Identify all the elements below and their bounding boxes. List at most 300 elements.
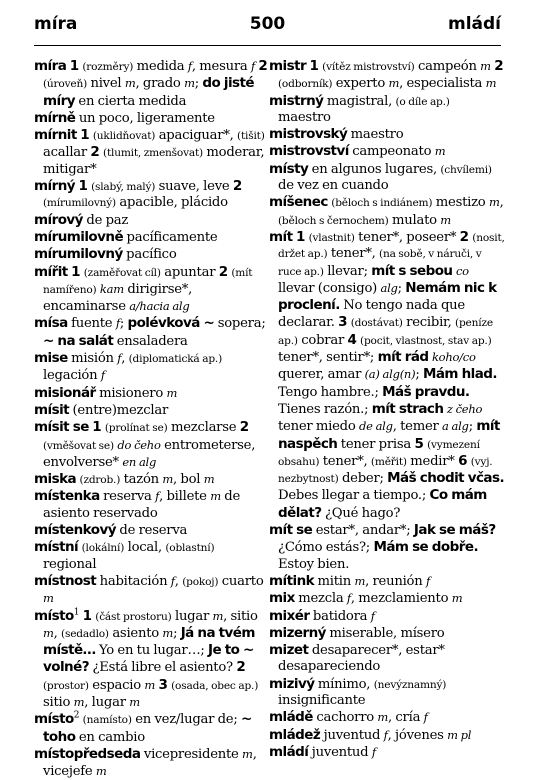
grammar-tag: f xyxy=(187,59,192,73)
headword: místní xyxy=(34,539,79,556)
text: cuarto xyxy=(218,573,264,589)
grammar-tag: m xyxy=(184,76,195,91)
dictionary-entry xyxy=(269,744,505,761)
text: tazón xyxy=(120,472,163,488)
text: espacio xyxy=(88,677,145,693)
gloss: (vítěz mistrovství) xyxy=(322,61,415,73)
text: , bol xyxy=(173,472,204,488)
grammar-tag: m xyxy=(144,677,156,692)
dictionary-entry xyxy=(269,126,505,143)
text: ; xyxy=(173,625,181,641)
headword: Nemám nic k proclení. xyxy=(278,279,497,314)
gloss: (mít namířeno) xyxy=(43,266,253,296)
text: , lugar xyxy=(84,694,130,710)
text: , reunión xyxy=(365,573,426,589)
gloss: (nosit, držet ap.) xyxy=(278,231,505,261)
grammar-tag: m xyxy=(488,195,500,210)
headword: mítink xyxy=(269,572,315,589)
text: pacífico xyxy=(122,247,177,263)
header-rule xyxy=(34,45,501,46)
grammar-tag: m xyxy=(434,144,446,159)
gloss: (osada, obec ap.) xyxy=(171,679,259,692)
sense-number: 2 xyxy=(258,58,268,74)
dictionary-entry xyxy=(34,711,270,746)
text: misionero xyxy=(95,385,167,401)
grammar-tag: alg xyxy=(380,280,398,295)
grammar-tag: f xyxy=(425,573,430,588)
grammar-tag: m xyxy=(451,591,463,606)
text: apacible, plácido xyxy=(115,195,228,211)
text: , mesura xyxy=(191,59,251,74)
dictionary-entry xyxy=(34,539,270,573)
text: mezcla xyxy=(294,591,347,607)
headword: mix xyxy=(269,590,295,607)
text: tener*, sentir*; xyxy=(278,350,378,366)
sense-number: 5 xyxy=(414,435,424,452)
dictionary-entry xyxy=(34,385,270,402)
text: de reserva xyxy=(115,523,188,539)
grammar-tag: f xyxy=(100,368,105,383)
gloss: (vměšovat se) xyxy=(43,439,114,452)
headword: mírný xyxy=(34,178,76,195)
text: tener*, poseer* xyxy=(354,229,460,245)
headword: mistrný xyxy=(269,92,324,109)
grammar-tag: f xyxy=(423,710,428,725)
headword: místo xyxy=(34,711,74,728)
gloss: (namísto) xyxy=(82,714,132,727)
grammar-tag: f xyxy=(371,744,376,759)
headword: do jisté míry xyxy=(43,75,255,109)
text: en cambio xyxy=(75,729,145,745)
gloss: (peníze ap.) xyxy=(278,317,493,347)
gloss: (oblastní) xyxy=(165,542,215,555)
text: insignificante xyxy=(278,692,366,708)
grammar-tag: m xyxy=(354,573,366,588)
headword: Jak se máš? xyxy=(413,522,496,539)
dictionary-entry xyxy=(34,471,270,488)
text: Estoy bien. xyxy=(278,556,350,572)
gloss: (prolínat se) xyxy=(104,422,168,435)
headword: mixér xyxy=(269,607,310,624)
text: miserable, mísero xyxy=(325,625,445,641)
text: habitación xyxy=(96,573,171,589)
text: ; xyxy=(119,316,128,332)
text: ¿Está libre el asiento? xyxy=(89,660,237,676)
dictionary-entry xyxy=(34,402,270,419)
headword: mírnit xyxy=(34,127,77,144)
headword: Máš pravdu. xyxy=(382,383,470,400)
dictionary-entry xyxy=(34,58,270,110)
dictionary-entry xyxy=(269,709,505,726)
headword: ~ toho xyxy=(43,711,252,745)
dictionary-entry xyxy=(269,194,505,229)
homonym-index: 1 xyxy=(73,607,80,618)
headword: místo xyxy=(34,607,74,624)
headword: mistr xyxy=(269,58,307,74)
text: experto xyxy=(332,76,389,92)
dictionary-entry xyxy=(34,212,270,229)
grammar-tag: en alg xyxy=(122,454,157,469)
grammar-tag: m xyxy=(162,625,174,640)
grammar-tag: m xyxy=(242,746,253,761)
text: en algunos lugares, xyxy=(308,161,441,177)
text: (entre)mezclar xyxy=(69,402,169,418)
gloss: (uklidňovat) xyxy=(92,130,156,143)
text: mitin xyxy=(314,573,355,589)
gloss: (zdrob.) xyxy=(79,474,121,487)
headword: mistrovský xyxy=(269,126,348,143)
text: magistral, xyxy=(323,93,396,109)
grammar-tag: m xyxy=(129,694,140,709)
text: campeón xyxy=(414,59,481,74)
text: juventud xyxy=(308,744,372,760)
gloss: (diplomatická ap.) xyxy=(128,353,223,366)
text: desaparecer*, estar* desapareciendo xyxy=(278,643,445,675)
text: de asiento reservado xyxy=(43,489,241,521)
text: deber; xyxy=(338,471,388,487)
gloss: (na sobě, v náruči, v ruce ap.) xyxy=(278,248,482,278)
gloss: (chvílemi) xyxy=(440,163,492,176)
gloss: (měřit) xyxy=(370,455,407,468)
headword: mírový xyxy=(34,211,83,228)
text: pacíficamente xyxy=(123,229,218,245)
text: tener miedo xyxy=(278,419,359,435)
text: , xyxy=(174,573,183,589)
grammar-tag: f xyxy=(370,608,375,623)
dictionary-entry xyxy=(34,350,270,385)
text: tener*, xyxy=(327,246,380,262)
grammar-tag: m xyxy=(377,710,389,725)
page-number: 500 xyxy=(249,14,286,34)
gloss: (běloch s indiánem) xyxy=(331,197,433,210)
text: , billete xyxy=(159,489,211,505)
headword: mít s sebou xyxy=(371,262,453,279)
text: ; xyxy=(415,367,423,383)
grammar-tag: f xyxy=(115,316,120,331)
sense-number: 2 xyxy=(459,228,469,245)
headword: polévková ~ xyxy=(127,315,215,332)
text: Tengo hambre.; xyxy=(278,384,383,400)
gloss: (o díle ap.) xyxy=(395,95,450,108)
gloss: (odborník) xyxy=(278,78,333,91)
headword: místnost xyxy=(34,572,97,589)
headword: mísit xyxy=(34,401,70,418)
text: moderar, mitigar* xyxy=(43,145,265,177)
left-column xyxy=(34,58,270,780)
sense-number: 1 xyxy=(295,228,306,245)
headword: miska xyxy=(34,471,77,488)
dictionary-entry xyxy=(269,58,505,93)
sense-number: 2 xyxy=(218,263,228,280)
grammar-tag: m pl xyxy=(447,727,472,742)
grammar-tag: m xyxy=(166,385,178,400)
headword: místy xyxy=(269,160,309,177)
headword: mládí xyxy=(269,743,309,760)
sense-number: 3 xyxy=(158,676,168,693)
grammar-tag: a alg xyxy=(442,419,469,434)
text: cachorro xyxy=(312,710,378,726)
text: legación xyxy=(43,368,101,384)
grammar-tag: m xyxy=(203,472,215,487)
sense-number: 2 xyxy=(239,419,249,436)
sense-number: 2 xyxy=(232,178,243,195)
homonym-index: 2 xyxy=(73,710,80,721)
dictionary-entry xyxy=(34,488,270,522)
text: ; xyxy=(397,280,406,296)
text: ; xyxy=(194,76,203,92)
text: cobrar xyxy=(297,332,348,348)
text: lugar xyxy=(171,608,213,624)
text: , especialista xyxy=(399,76,486,92)
text: juventud xyxy=(320,727,384,743)
gloss: (část prostoru) xyxy=(95,610,172,623)
dictionary-entry xyxy=(269,625,505,642)
grammar-tag: co xyxy=(455,263,469,278)
grammar-tag: f xyxy=(155,489,160,504)
text: apaciguar*, xyxy=(155,128,238,144)
gloss: (pokoj) xyxy=(182,575,219,588)
text: en cierta medida xyxy=(74,93,187,109)
grammar-tag: a/hacia alg xyxy=(129,299,190,314)
text: estar*, andar*; xyxy=(312,523,414,539)
text: medir* xyxy=(406,453,459,469)
text: Yo en tu lugar…; xyxy=(95,643,209,659)
sense-number: 2 xyxy=(494,58,504,74)
text: tener prisa xyxy=(337,436,415,452)
text: misión xyxy=(67,351,118,367)
headword: místenkový xyxy=(34,522,116,539)
dictionary-entry xyxy=(269,143,505,160)
text: medida xyxy=(133,59,188,74)
headword: mírumilovně xyxy=(34,228,124,245)
sense-number: 6 xyxy=(458,452,468,469)
headword: ~ na salát xyxy=(43,332,114,349)
text: , sitio xyxy=(223,608,258,624)
gloss: (rozměry) xyxy=(82,61,134,73)
dictionary-entry xyxy=(269,608,505,625)
text: ensaladera xyxy=(113,333,188,349)
headword: mít xyxy=(269,228,293,245)
grammar-tag: kam xyxy=(99,281,124,296)
headword: mít rád xyxy=(377,349,429,366)
text: vicepresidente xyxy=(140,746,243,762)
sense-number: 1 xyxy=(80,127,90,144)
text: ¿Cómo estás?; xyxy=(278,540,374,556)
text: mezclarse xyxy=(167,420,240,436)
gloss: (pocit, vlastnost, stav ap.) xyxy=(360,334,492,347)
headword: mizet xyxy=(269,642,309,659)
text: sopera; xyxy=(214,316,266,332)
dictionary-entry xyxy=(34,419,270,471)
headword: mírně xyxy=(34,109,76,126)
text: nivel xyxy=(87,76,125,92)
headword: mistrovství xyxy=(269,143,349,160)
sense-number: 2 xyxy=(236,659,246,676)
grammar-tag: z čeho xyxy=(446,401,483,416)
grammar-tag: de alg xyxy=(359,419,393,434)
text: recibir, xyxy=(402,315,456,331)
text: asiento xyxy=(108,625,163,641)
headword: Mám hlad. xyxy=(422,366,497,383)
text: acallar xyxy=(43,145,91,161)
text: , xyxy=(499,195,504,211)
dictionary-entry xyxy=(34,127,270,178)
sense-number: 3 xyxy=(338,314,348,331)
text: local, xyxy=(124,540,166,556)
grammar-tag: m xyxy=(440,212,451,227)
headword: mířit xyxy=(34,263,68,280)
grammar-tag: m xyxy=(73,694,85,709)
text: , jóvenes xyxy=(387,727,448,743)
dictionary-entry xyxy=(34,573,270,608)
text: maestro xyxy=(347,127,404,143)
headword: místopředseda xyxy=(34,745,141,762)
gloss: (vlastnit) xyxy=(308,231,355,244)
text: reserva xyxy=(99,489,156,505)
text: , temer xyxy=(392,419,443,435)
right-column xyxy=(269,58,505,761)
grammar-tag: m xyxy=(485,76,497,91)
text: Debes llegar a tiempo.; xyxy=(278,488,430,504)
gloss: (slabý, malý) xyxy=(91,181,156,194)
sense-number: 1 xyxy=(92,419,102,436)
text: maestro xyxy=(278,109,331,125)
text: , grado xyxy=(135,76,185,92)
gloss: (nevýznamný) xyxy=(373,678,447,691)
text: un poco, ligeramente xyxy=(75,110,215,126)
text: en vez/lugar de; xyxy=(131,712,242,728)
sense-number: 2 xyxy=(90,144,100,161)
dictionary-entry xyxy=(34,522,270,539)
headword: mládě xyxy=(269,709,313,726)
text: suave, leve xyxy=(155,179,233,195)
grammar-tag: m xyxy=(43,625,54,640)
headword: místenka xyxy=(34,488,100,505)
text: sitio xyxy=(43,694,74,710)
gloss: (tišit) xyxy=(237,130,265,143)
grammar-tag: m xyxy=(43,591,54,606)
dictionary-entry xyxy=(34,315,270,350)
headword: Mám se dobře. xyxy=(373,539,479,556)
text: mestizo xyxy=(432,195,489,211)
text: , xyxy=(121,351,129,367)
headword: míra xyxy=(34,58,67,74)
grammar-tag: m xyxy=(210,489,221,504)
headword: mládež xyxy=(269,726,321,743)
text: ¿Qué hago? xyxy=(321,505,401,521)
text: llevar; xyxy=(323,263,372,279)
dictionary-entry xyxy=(269,573,505,590)
text: No tengo nada que declarar. xyxy=(278,298,465,331)
gloss: (sedadlo) xyxy=(61,627,109,640)
grammar-tag: do čeho xyxy=(117,437,161,452)
text: Tienes razón.; xyxy=(278,401,372,417)
grammar-tag: f xyxy=(383,727,388,742)
headword: míšenec xyxy=(269,194,328,211)
grammar-tag: m xyxy=(162,472,173,487)
grammar-tag: m xyxy=(480,59,491,73)
sense-number: 1 xyxy=(71,263,81,280)
grammar-tag: f xyxy=(250,59,255,73)
gloss: (úroveň) xyxy=(43,78,88,91)
grammar-tag: f xyxy=(117,351,122,366)
dictionary-entry xyxy=(269,642,505,676)
headword: Máš chodit včas. xyxy=(387,470,505,487)
dictionary-entry xyxy=(34,110,270,127)
sense-number: 1 xyxy=(69,58,79,74)
headword: mizivý xyxy=(269,675,315,692)
sense-number: 1 xyxy=(82,607,92,624)
headword: Co mám dělat? xyxy=(278,487,487,521)
gloss: (prostor) xyxy=(43,679,89,692)
headword: mít strach xyxy=(371,400,444,417)
headword: Já na tvém místě… xyxy=(43,624,255,659)
text: mulato xyxy=(388,212,441,228)
text: de vez en cuando xyxy=(278,178,389,194)
dictionary-entry xyxy=(269,161,505,195)
grammar-tag: koho/co xyxy=(431,350,476,365)
header-last-word: mládí xyxy=(447,14,501,34)
headword: mise xyxy=(34,350,68,367)
headword: mísit se xyxy=(34,419,89,436)
text: , vicejefe xyxy=(43,746,257,780)
dictionary-entry xyxy=(269,229,505,522)
grammar-tag: m xyxy=(388,76,400,91)
dictionary-entry xyxy=(34,264,270,316)
page-header xyxy=(34,8,501,34)
dictionary-entry xyxy=(34,229,270,246)
headword: mít naspěch xyxy=(278,418,500,452)
dictionary-entry xyxy=(269,727,505,744)
gloss: (dostávat) xyxy=(350,317,403,330)
gloss: (vyj. nezbytnost) xyxy=(278,455,493,486)
gloss: (tlumit, zmenšovat) xyxy=(103,147,203,160)
text: fuente xyxy=(67,316,116,332)
headword: mizerný xyxy=(269,624,326,641)
headword: Je to ~ volné? xyxy=(43,642,254,676)
dictionary-entry xyxy=(269,93,505,127)
grammar-tag: m xyxy=(212,608,224,623)
text: , mezclamiento xyxy=(350,591,452,607)
dictionary-entry xyxy=(34,746,270,780)
gloss: (lokální) xyxy=(81,542,125,555)
text: regional xyxy=(43,556,97,572)
text: querer, amar xyxy=(278,367,365,383)
gloss: (běloch s černochem) xyxy=(278,214,389,227)
grammar-tag: f xyxy=(346,591,351,606)
grammar-tag: (a) alg(n) xyxy=(364,367,416,382)
headword: mít se xyxy=(269,522,313,539)
headword: misionář xyxy=(34,384,96,401)
dictionary-entry xyxy=(34,246,270,263)
grammar-tag: f xyxy=(170,573,175,588)
grammar-tag: m xyxy=(95,764,107,779)
header-first-word: míra xyxy=(34,14,78,34)
headword: mísa xyxy=(34,315,68,332)
grammar-tag: m xyxy=(124,76,136,91)
text: entrometerse, envolverse* xyxy=(43,437,256,470)
gloss: (zaměřovat cíl) xyxy=(83,266,161,279)
gloss: (mírumilovný) xyxy=(43,197,116,210)
dictionary-entry xyxy=(34,608,270,712)
dictionary-entry xyxy=(269,522,505,573)
text: llevar (consigo) xyxy=(278,280,381,296)
text: campeonato xyxy=(348,144,435,160)
text: , xyxy=(53,625,62,641)
gloss: (vymezení obsahu) xyxy=(278,438,480,468)
text: apuntar xyxy=(160,264,219,280)
sense-number: 4 xyxy=(347,331,357,348)
